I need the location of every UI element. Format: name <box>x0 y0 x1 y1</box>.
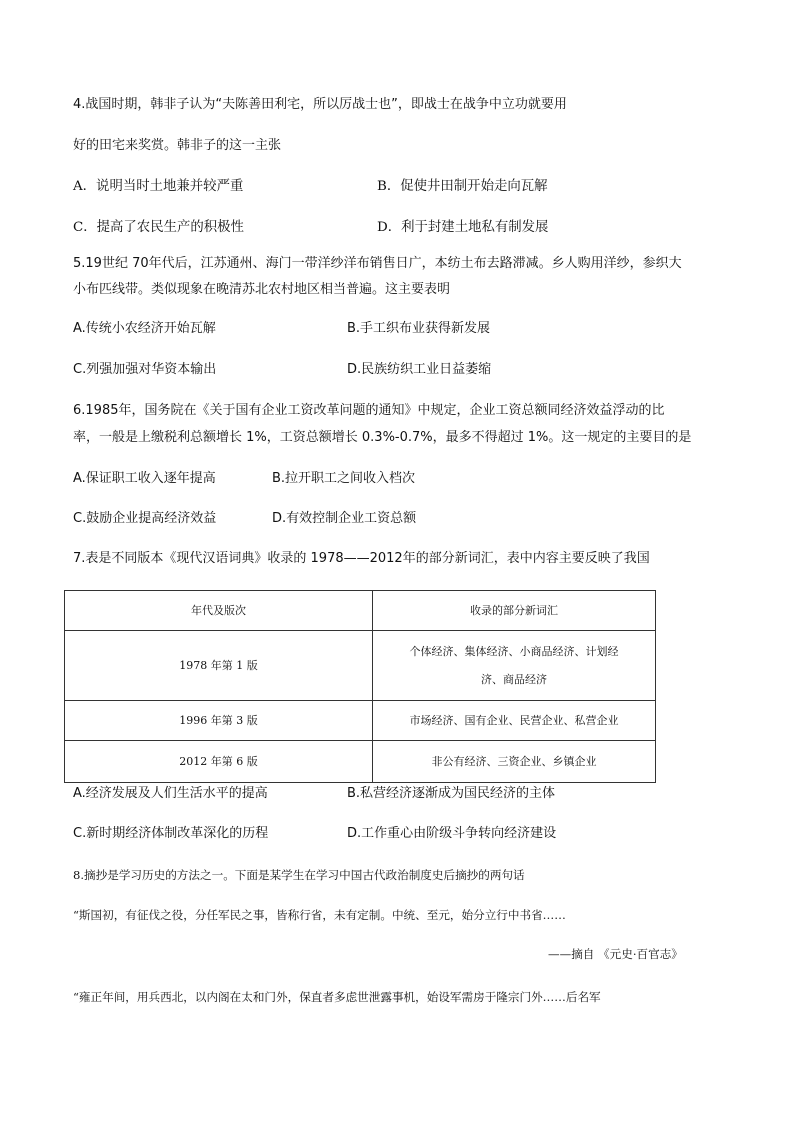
q4-option-d: D．利于封建土地私有制发展 <box>377 220 549 235</box>
q6-option-c: C.鼓励企业提高经济效益 <box>73 511 217 526</box>
q6-option-a: A.保证职工收入逐年提高 <box>73 471 216 486</box>
vocabulary-table <box>64 590 656 783</box>
table-header-edition: 年代及版次 <box>65 591 373 631</box>
q6-option-d: D.有效控制企业工资总额 <box>272 511 417 526</box>
q8-source-1: ——摘自 《元史·百官志》 <box>548 947 683 961</box>
q5-stem-line2: 小布匹线带。类似现象在晚清苏北农村地区相当普遍。这主要表明 <box>73 282 451 297</box>
q7-stem: 7.表是不同版本《现代汉语词典》收录的 1978——2012年的部分新词汇，表中内容主要反映了我国 <box>73 551 650 566</box>
q5-option-d: D.民族纺织工业日益萎缩 <box>347 362 492 377</box>
q4-option-a: A．说明当时土地兼并较严重 <box>73 179 244 194</box>
q7-option-c: C.新时期经济体制改革深化的历程 <box>73 826 269 841</box>
table-row <box>65 741 656 783</box>
table-cell-edition: 2012 年第 6 版 <box>65 741 373 783</box>
q6-stem-line1: 6.1985年，国务院在《关于国有企业工资改革问题的通知》中规定，企业工资总额同经济效益浮动的比 <box>73 403 665 418</box>
q8-stem: 8.摘抄是学习历史的方法之一。下面是某学生在学习中国古代政治制度史后摘抄的两句话 <box>73 868 525 882</box>
q6-option-b: B.拉开职工之间收入档次 <box>272 471 416 486</box>
q5-option-a: A.传统小农经济开始瓦解 <box>73 321 216 336</box>
q4-option-b: B．促使井田制开始走向瓦解 <box>377 179 548 194</box>
q7-option-d: D.工作重心由阶级斗争转向经济建设 <box>347 826 557 841</box>
table-cell-words: 非公有经济、三资企业、乡镇企业 <box>373 741 656 783</box>
q5-stem-line1: 5.19世纪 70年代后，江苏通州、海门一带洋纱洋布销售日广，本纺土布去路滞减。乡人购用洋纱，参织大 <box>73 256 682 271</box>
table-cell-edition: 1996 年第 3 版 <box>65 701 373 741</box>
q4-stem-line2: 好的田宅来奖赏。韩非子的这一主张 <box>73 138 282 153</box>
table-cell-words: 市场经济、国有企业、民营企业、私营企业 <box>373 701 656 741</box>
q4-stem-line1: 4.战国时期，韩非子认为“夫陈善田利宅，所以厉战士也”，即战士在战争中立功就要用 <box>73 97 567 112</box>
table-cell-words <box>373 631 656 701</box>
table-cell-edition: 1978 年第 1 版 <box>65 631 373 701</box>
table-header-words: 收录的部分新词汇 <box>373 591 656 631</box>
table-row <box>65 631 656 701</box>
q7-option-b: B.私营经济逐渐成为国民经济的主体 <box>347 786 556 801</box>
q8-quote-1: “斯国初，有征伐之役，分任军民之事，皆称行省，未有定制。中统、至元，始分立行中书省…… <box>73 908 566 922</box>
q6-stem-line2: 率，一般是上缴税利总额增长 1%，工资总额增长 0.3%-0.7%，最多不得超过 1%。这一规定的主要目的是 <box>73 430 692 445</box>
table-header-row <box>65 591 656 631</box>
q5-option-c: C.列强加强对华资本输出 <box>73 362 217 377</box>
table-row <box>65 701 656 741</box>
q8-quote-2: “雍正年间，用兵西北，以内阁在太和门外，保直者多虑世泄露事机，始设军需房于隆宗门外……后名军 <box>73 990 601 1004</box>
q4-option-c: C．提高了农民生产的积极性 <box>73 220 244 235</box>
q5-option-b: B.手工织布业获得新发展 <box>347 321 491 336</box>
table-cell-words-line: 济、商品经济 <box>481 672 547 686</box>
q7-option-a: A.经济发展及人们生活水平的提高 <box>73 786 268 801</box>
table-cell-words-line: 个体经济、集体经济、小商品经济、计划经 <box>409 644 619 658</box>
